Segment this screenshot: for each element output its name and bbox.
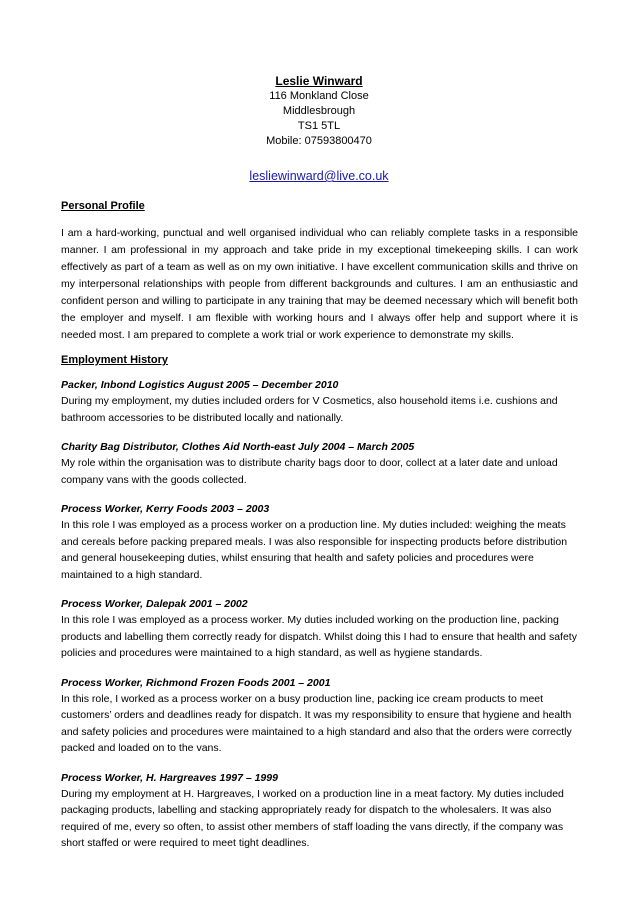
contact-header xyxy=(0,73,638,185)
job-description: During my employment at H. Hargreaves, I worked on a production line in a meat factory. My duties included packaging products, labelling and stacking appropriately ready for dispatch to the wholesalers. It was also required of me, every so often, to assist other members of staff loading the vans directly, if the company was short staffed or were required to meet tight deadlines. xyxy=(61,787,564,849)
job-description: My role within the organisation was to distribute charity bags door to door, collect at a later date and unload company vans with the goods collected. xyxy=(61,457,558,486)
address-city: Middlesbrough xyxy=(282,105,356,117)
job-description: In this role I was employed as a process worker. My duties included working on the production line, packing products and labelling them correctly ready for dispatch. Whilst doing this I had to ensure that health and safety policies and procedures were maintained to a high standard, as well as hygiene standards. xyxy=(61,614,577,659)
employment-history-heading: Employment History xyxy=(61,354,168,366)
email-link[interactable]: lesliewinward@live.co.uk xyxy=(249,169,389,183)
job-entry xyxy=(61,439,578,488)
job-entry xyxy=(61,501,578,583)
job-list xyxy=(61,377,578,852)
job-entry xyxy=(61,770,578,852)
job-title: Process Worker, Dalepak 2001 – 2002 xyxy=(61,598,248,610)
job-description: In this role I was employed as a process worker on a production line. My duties included: weighing the meats and cereals before packing prepared meals. I was also responsible for inspecting products before distribution and general housekeeping duties, whilst ensuring that health and safety policies and procedures were maintained to a high standard. xyxy=(61,519,568,581)
job-title: Packer, Inbond Logistics August 2005 – December 2010 xyxy=(61,379,339,391)
job-title: Process Worker, H. Hargreaves 1997 – 1999 xyxy=(61,771,278,784)
address-postcode: TS1 5TL xyxy=(297,120,341,132)
job-entry xyxy=(61,675,578,757)
personal-profile-text: I am a hard-working, punctual and well organised individual who can reliably complete tasks in a responsible manner. I am professional in my approach and take pride in my exceptional timekeeping skills. I can work effectively as part of a team as well as on my own initiative. I have excellent communication skills and thrive on my interpersonal relationships with people from different backgrounds and cultures. I am an enthusiastic and confident person and willing to participate in any training that may be deemed necessary which will benefit both the employer and myself. I am flexible with working hours and I always offer help and support where it is needed most. I am prepared to complete a work trial or work experience to demonstrate my skills. xyxy=(61,227,578,341)
address-street: 116 Monkland Close xyxy=(269,90,369,102)
job-entry xyxy=(61,596,578,662)
job-title: Process Worker, Kerry Foods 2003 – 2003 xyxy=(61,503,270,515)
job-description: During my employment, my duties included orders for V Cosmetics, also household items i.e. cushions and bathroom accessories to be distributed locally and nationally. xyxy=(61,395,558,424)
job-title: Process Worker, Richmond Frozen Foods 2001 – 2001 xyxy=(61,676,331,689)
personal-profile-heading: Personal Profile xyxy=(61,200,145,212)
job-title: Charity Bag Distributor, Clothes Aid North-east July 2004 – March 2005 xyxy=(61,441,415,453)
applicant-name: Leslie Winward xyxy=(275,74,363,88)
cv-body xyxy=(61,198,578,852)
mobile-number: Mobile: 07593800470 xyxy=(266,135,372,147)
job-description: In this role, I worked as a process worker on a busy production line, packing ice cream products to meet customers’ orders and deadlines ready for dispatch. It was my responsibility to ensure that hygiene and health and safety policies and procedures were maintained to a high standard and also that the orders were correctly packed and loaded on to the vans. xyxy=(61,692,572,754)
job-entry xyxy=(61,377,578,426)
